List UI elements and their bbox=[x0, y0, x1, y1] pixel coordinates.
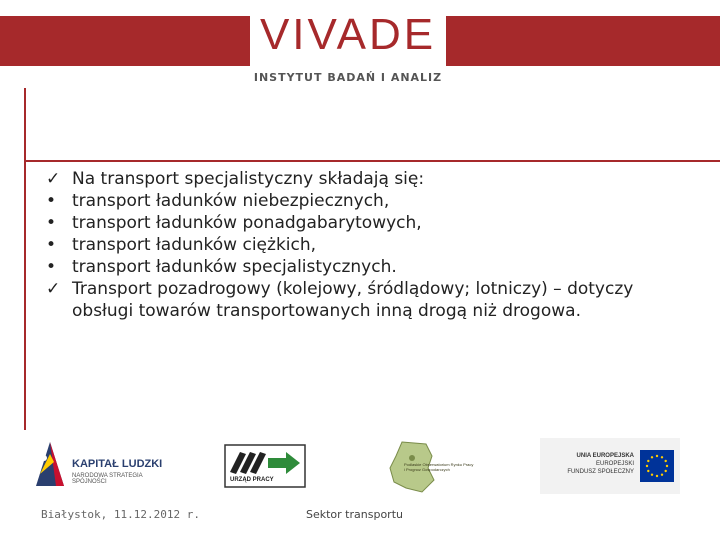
checkmark-icon: ✓ bbox=[46, 279, 61, 299]
observatory-text: Podlaskie Obserwatorium Rynku Pracy i Prognoz Gospodarczych bbox=[404, 462, 474, 472]
list-item-text: transport ładunków niebezpiecznych, bbox=[72, 191, 390, 211]
eu-line-2: EUROPEJSKI bbox=[595, 461, 634, 467]
bullet-icon: • bbox=[46, 213, 57, 233]
bullet-icon: • bbox=[46, 235, 57, 255]
content-divider bbox=[24, 160, 720, 162]
footer-date: Białystok, 11.12.2012 r. bbox=[41, 508, 200, 521]
list-item bbox=[46, 212, 686, 234]
list-item bbox=[46, 256, 686, 278]
sponsor-logos bbox=[0, 430, 720, 500]
left-accent-rule bbox=[24, 88, 26, 430]
checkmark-icon: ✓ bbox=[46, 169, 61, 189]
list-item-text: Na transport specjalistyczny składają się: bbox=[72, 169, 425, 189]
bullet-list bbox=[46, 168, 686, 322]
kapital-ludzki-title: KAPITAŁ LUDZKI bbox=[72, 458, 163, 470]
list-item bbox=[46, 278, 686, 322]
eu-flag-icon bbox=[640, 450, 674, 482]
logo-title: VIVADE bbox=[259, 10, 437, 59]
kapital-ludzki-logo bbox=[34, 440, 174, 490]
logo-subtitle: INSTYTUT BADAŃ I ANALIZ bbox=[253, 71, 443, 84]
list-item bbox=[46, 190, 686, 212]
kapital-ludzki-icon bbox=[34, 440, 68, 488]
list-item bbox=[46, 234, 686, 256]
kapital-ludzki-subtitle: NARODOWA STRATEGIA SPÓJNOŚCI bbox=[72, 473, 143, 485]
list-item-text: Transport pozadrogowy (kolejowy, śródlądowy; lotniczy) – dotyczy obsługi towarów transportowanych inną drogą niż drogowa. bbox=[72, 279, 634, 321]
observatory-logo bbox=[382, 438, 502, 494]
urzad-pracy-label: URZĄD PRACY bbox=[230, 477, 274, 483]
list-item-text: transport ładunków specjalistycznych. bbox=[72, 257, 397, 277]
eu-line-3: FUNDUSZ SPOŁECZNY bbox=[567, 469, 634, 475]
eu-line-1: UNIA EUROPEJSKA bbox=[576, 453, 634, 459]
bullet-icon: • bbox=[46, 257, 57, 277]
footer-sector: Sektor transportu bbox=[306, 508, 403, 521]
vivade-logo bbox=[250, 0, 446, 90]
list-item bbox=[46, 168, 686, 190]
eu-logo bbox=[540, 438, 680, 494]
list-item-text: transport ładunków ponadgabarytowych, bbox=[72, 213, 422, 233]
bullet-icon: • bbox=[46, 191, 57, 211]
list-item-text: transport ładunków ciężkich, bbox=[72, 235, 317, 255]
urzad-pracy-logo bbox=[224, 444, 306, 488]
